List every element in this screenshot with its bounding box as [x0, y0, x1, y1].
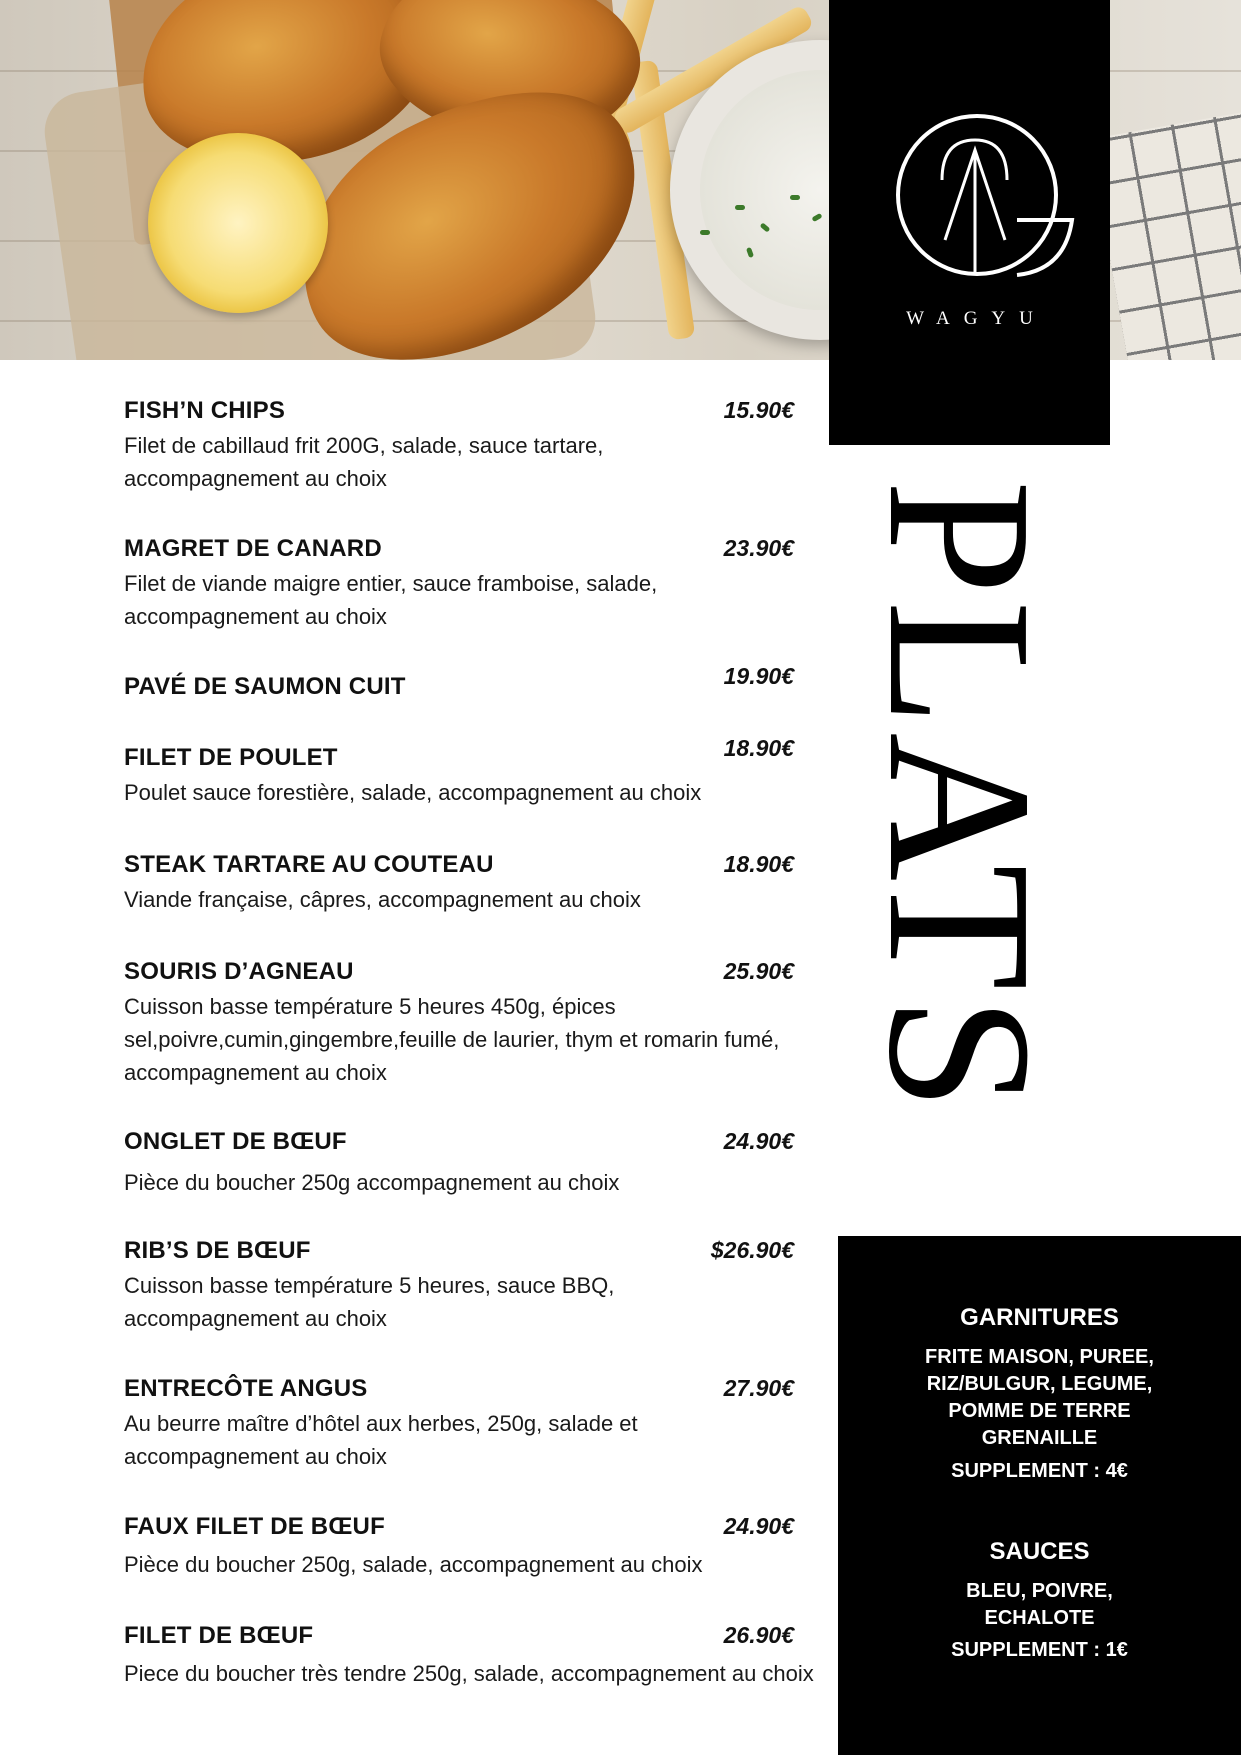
item-price: 24.90€ — [723, 1513, 794, 1539]
item-price: 19.90€ — [723, 663, 794, 689]
item-description: Filet de cabillaud frit 200G, salade, sauce tartare, accompagnement au choix — [124, 433, 604, 491]
item-name: SOURIS D’AGNEAU — [124, 958, 354, 985]
item-price: 25.90€ — [723, 958, 794, 984]
item-description: Pièce du boucher 250g accompagnement au choix — [124, 1170, 620, 1195]
item-description: Viande française, câpres, accompagnement au choix — [124, 887, 641, 912]
menu-item — [124, 1513, 794, 1581]
item-price: 26.90€ — [723, 1622, 794, 1648]
menu-item — [124, 1128, 794, 1199]
wagyu-logo-icon — [887, 110, 1077, 280]
menu-item — [124, 535, 794, 633]
menu-item — [124, 735, 794, 809]
item-name: ONGLET DE BŒUF — [124, 1128, 347, 1155]
item-description: Poulet sauce forestière, salade, accompagnement au choix — [124, 780, 702, 805]
garnitures-supplement: SUPPLEMENT : 4€ — [951, 1460, 1128, 1482]
item-price: 15.90€ — [723, 397, 794, 423]
logo-block — [829, 0, 1110, 445]
menu-item — [124, 1237, 794, 1335]
garnitures-line: RIZ/BULGUR, LEGUME, — [926, 1373, 1153, 1395]
item-description: Au beurre maître d’hôtel aux herbes, 250g, salade et accompagnement au choix — [124, 1411, 638, 1469]
item-name: PAVÉ DE SAUMON CUIT — [124, 673, 406, 700]
item-description: Cuisson basse température 5 heures, sauce BBQ, accompagnement au choix — [124, 1273, 615, 1331]
item-name: FAUX FILET DE BŒUF — [124, 1513, 385, 1540]
lemon-image — [148, 133, 328, 313]
item-name: FILET DE POULET — [124, 744, 338, 771]
menu-item — [124, 958, 794, 1089]
sauces-supplement: SUPPLEMENT : 1€ — [951, 1639, 1128, 1661]
item-name: ENTRECÔTE ANGUS — [124, 1375, 368, 1402]
sauces-heading: SAUCES — [989, 1538, 1090, 1565]
section-title: PLATS — [846, 480, 1075, 1117]
garnitures-line: POMME DE TERRE — [948, 1400, 1131, 1422]
item-name: MAGRET DE CANARD — [124, 535, 382, 562]
item-name: FISH’N CHIPS — [124, 397, 286, 424]
item-description: Piece du boucher très tendre 250g, salade, accompagnement au choix — [124, 1661, 814, 1686]
item-price: 18.90€ — [723, 851, 794, 877]
garnitures-heading: GARNITURES — [960, 1304, 1119, 1331]
sauces-line: ECHALOTE — [984, 1607, 1095, 1629]
menu-item — [124, 851, 794, 916]
garnitures-list — [838, 1344, 1241, 1452]
garnitures-line: FRITE MAISON, PUREE, — [925, 1346, 1154, 1368]
item-description: Cuisson basse température 5 heures 450g, épices sel,poivre,cumin,gingembre,feuille de laurier, thym et romarin fumé, accompagnement au choix — [124, 994, 780, 1085]
brand-name: WAGYU — [906, 308, 1047, 329]
item-name: STEAK TARTARE AU COUTEAU — [124, 851, 494, 878]
item-description: Filet de viande maigre entier, sauce framboise, salade, accompagnement au choix — [124, 571, 658, 629]
item-price: 23.90€ — [723, 535, 794, 561]
menu-item — [124, 663, 794, 701]
item-name: FILET DE BŒUF — [124, 1622, 314, 1649]
item-price: 18.90€ — [723, 735, 794, 761]
item-price: 27.90€ — [723, 1375, 794, 1401]
sides-panel — [838, 1236, 1241, 1755]
item-name: RIB’S DE BŒUF — [124, 1237, 311, 1264]
item-price: 24.90€ — [723, 1128, 794, 1154]
item-description: Pièce du boucher 250g, salade, accompagnement au choix — [124, 1552, 703, 1577]
menu-item — [124, 397, 794, 495]
sauces-line: BLEU, POIVRE, — [966, 1580, 1113, 1602]
menu-item — [124, 1622, 814, 1690]
menu-item — [124, 1375, 794, 1473]
item-price: $26.90€ — [710, 1237, 794, 1263]
garnitures-line: GRENAILLE — [981, 1427, 1098, 1449]
sauces-list — [838, 1578, 1241, 1632]
